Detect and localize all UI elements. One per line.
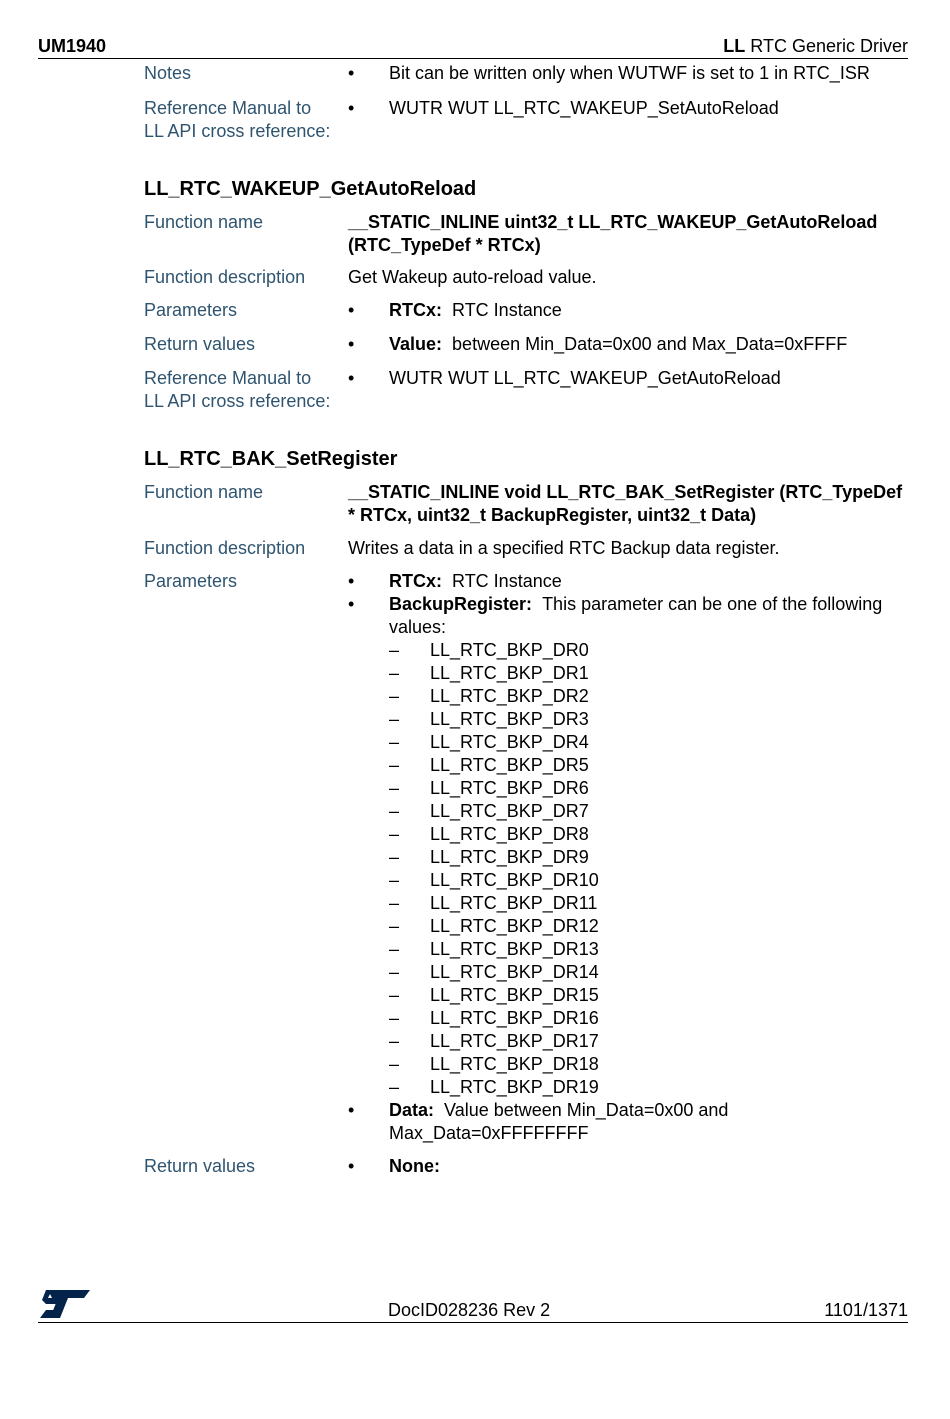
- notes-row: [144, 62, 914, 85]
- function-description-value: Writes a data in a specified RTC Backup data register.: [348, 538, 780, 558]
- function-description-label: Function description: [144, 538, 306, 558]
- return-values-value: [348, 333, 914, 356]
- section-title-get-auto-reload: LL_RTC_WAKEUP_GetAutoReload: [144, 178, 477, 200]
- footer-doc-ref: DocID028236 Rev 2: [388, 1300, 551, 1320]
- function-name-label: Function name: [144, 212, 264, 232]
- register-item: – LL_RTC_BKP_DR3: [389, 708, 914, 731]
- chapter-title: [723, 36, 908, 56]
- parameter-desc: This parameter can be one of the following values:: [389, 594, 883, 637]
- register-item: – LL_RTC_BKP_DR11: [389, 892, 914, 915]
- reference-label: Reference Manual to LL API cross reference:: [144, 368, 331, 411]
- register-item: – LL_RTC_BKP_DR16: [389, 1007, 914, 1030]
- parameters-value: [348, 570, 914, 1145]
- parameter-item: [348, 299, 914, 322]
- register-item: – LL_RTC_BKP_DR12: [389, 915, 914, 938]
- notes-item: • Bit can be written only when WUTWF is set to 1 in RTC_ISR: [348, 62, 914, 85]
- parameter-name: RTCx:: [389, 300, 442, 320]
- parameter-name: Data:: [389, 1100, 435, 1120]
- return-name: None:: [389, 1156, 440, 1176]
- parameter-name: BackupRegister:: [389, 594, 533, 614]
- page-header: [38, 36, 908, 59]
- parameter-item: [348, 593, 914, 1099]
- register-item: – LL_RTC_BKP_DR15: [389, 984, 914, 1007]
- reference-item: • WUTR WUT LL_RTC_WAKEUP_SetAutoReload: [348, 97, 914, 120]
- register-item: – LL_RTC_BKP_DR19: [389, 1076, 914, 1099]
- parameter-desc: RTC Instance: [452, 300, 562, 320]
- register-item: – LL_RTC_BKP_DR14: [389, 961, 914, 984]
- register-item: – LL_RTC_BKP_DR5: [389, 754, 914, 777]
- parameter-desc: Value between Min_Data=0x00 and Max_Data=0xFFFFFFFF: [389, 1100, 729, 1143]
- function-name-value: __STATIC_INLINE uint32_t LL_RTC_WAKEUP_GetAutoReload (RTC_TypeDef * RTCx): [348, 212, 878, 255]
- return-values-row: [144, 1155, 914, 1178]
- parameter-item: [348, 1099, 914, 1145]
- register-item: – LL_RTC_BKP_DR9: [389, 846, 914, 869]
- reference-item: • WUTR WUT LL_RTC_WAKEUP_GetAutoReload: [348, 367, 914, 390]
- register-item: – LL_RTC_BKP_DR10: [389, 869, 914, 892]
- reference-value: [348, 367, 914, 413]
- section-title-bak-set-register: LL_RTC_BAK_SetRegister: [144, 448, 398, 470]
- chapter-title-rest: RTC Generic Driver: [745, 36, 908, 56]
- parameters-label: Parameters: [144, 571, 238, 591]
- function-description-value: Get Wakeup auto-reload value.: [348, 267, 597, 287]
- return-desc: between Min_Data=0x00 and Max_Data=0xFFFF: [452, 334, 848, 354]
- parameters-value: [348, 299, 914, 322]
- register-item: – LL_RTC_BKP_DR4: [389, 731, 914, 754]
- function-name-label: Function name: [144, 482, 264, 502]
- function-description-label: Function description: [144, 267, 306, 287]
- return-item: [348, 333, 914, 356]
- register-item: – LL_RTC_BKP_DR0: [389, 639, 914, 662]
- page-number: 1101/1371: [824, 1300, 908, 1320]
- function-name-row: [144, 481, 914, 527]
- page-content: [144, 62, 914, 1178]
- st-logo-icon: [38, 1290, 90, 1318]
- reference-value: [348, 97, 914, 143]
- register-list: [389, 639, 914, 1099]
- function-description-row: [144, 537, 914, 560]
- return-values-label: Return values: [144, 334, 256, 354]
- register-item: – LL_RTC_BKP_DR13: [389, 938, 914, 961]
- return-name: Value:: [389, 334, 443, 354]
- chapter-title-bold: LL: [723, 36, 746, 56]
- register-item: – LL_RTC_BKP_DR18: [389, 1053, 914, 1076]
- parameter-item: [348, 570, 914, 593]
- parameter-desc: RTC Instance: [452, 571, 562, 591]
- register-item: – LL_RTC_BKP_DR6: [389, 777, 914, 800]
- return-values-row: [144, 333, 914, 356]
- notes-value: [348, 62, 914, 85]
- register-item: – LL_RTC_BKP_DR1: [389, 662, 914, 685]
- register-item: – LL_RTC_BKP_DR17: [389, 1030, 914, 1053]
- reference-row: [144, 97, 914, 143]
- page-footer: [38, 1290, 908, 1323]
- function-description-row: [144, 266, 914, 289]
- parameter-name: RTCx:: [389, 571, 442, 591]
- function-name-value: __STATIC_INLINE void LL_RTC_BAK_SetRegister (RTC_TypeDef * RTCx, uint32_t BackupRegister, uint32_t Data): [348, 482, 903, 525]
- return-values-value: [348, 1155, 914, 1178]
- function-name-row: [144, 211, 914, 257]
- register-item: – LL_RTC_BKP_DR8: [389, 823, 914, 846]
- return-values-label: Return values: [144, 1156, 256, 1176]
- register-item: – LL_RTC_BKP_DR2: [389, 685, 914, 708]
- register-item: – LL_RTC_BKP_DR7: [389, 800, 914, 823]
- notes-label: Notes: [144, 63, 192, 83]
- parameters-label: Parameters: [144, 300, 238, 320]
- reference-row: [144, 367, 914, 413]
- parameters-row: [144, 570, 914, 1145]
- parameters-row: [144, 299, 914, 322]
- return-item: [348, 1155, 914, 1178]
- reference-label: Reference Manual to LL API cross reference:: [144, 98, 331, 141]
- document-id: UM1940: [38, 36, 107, 56]
